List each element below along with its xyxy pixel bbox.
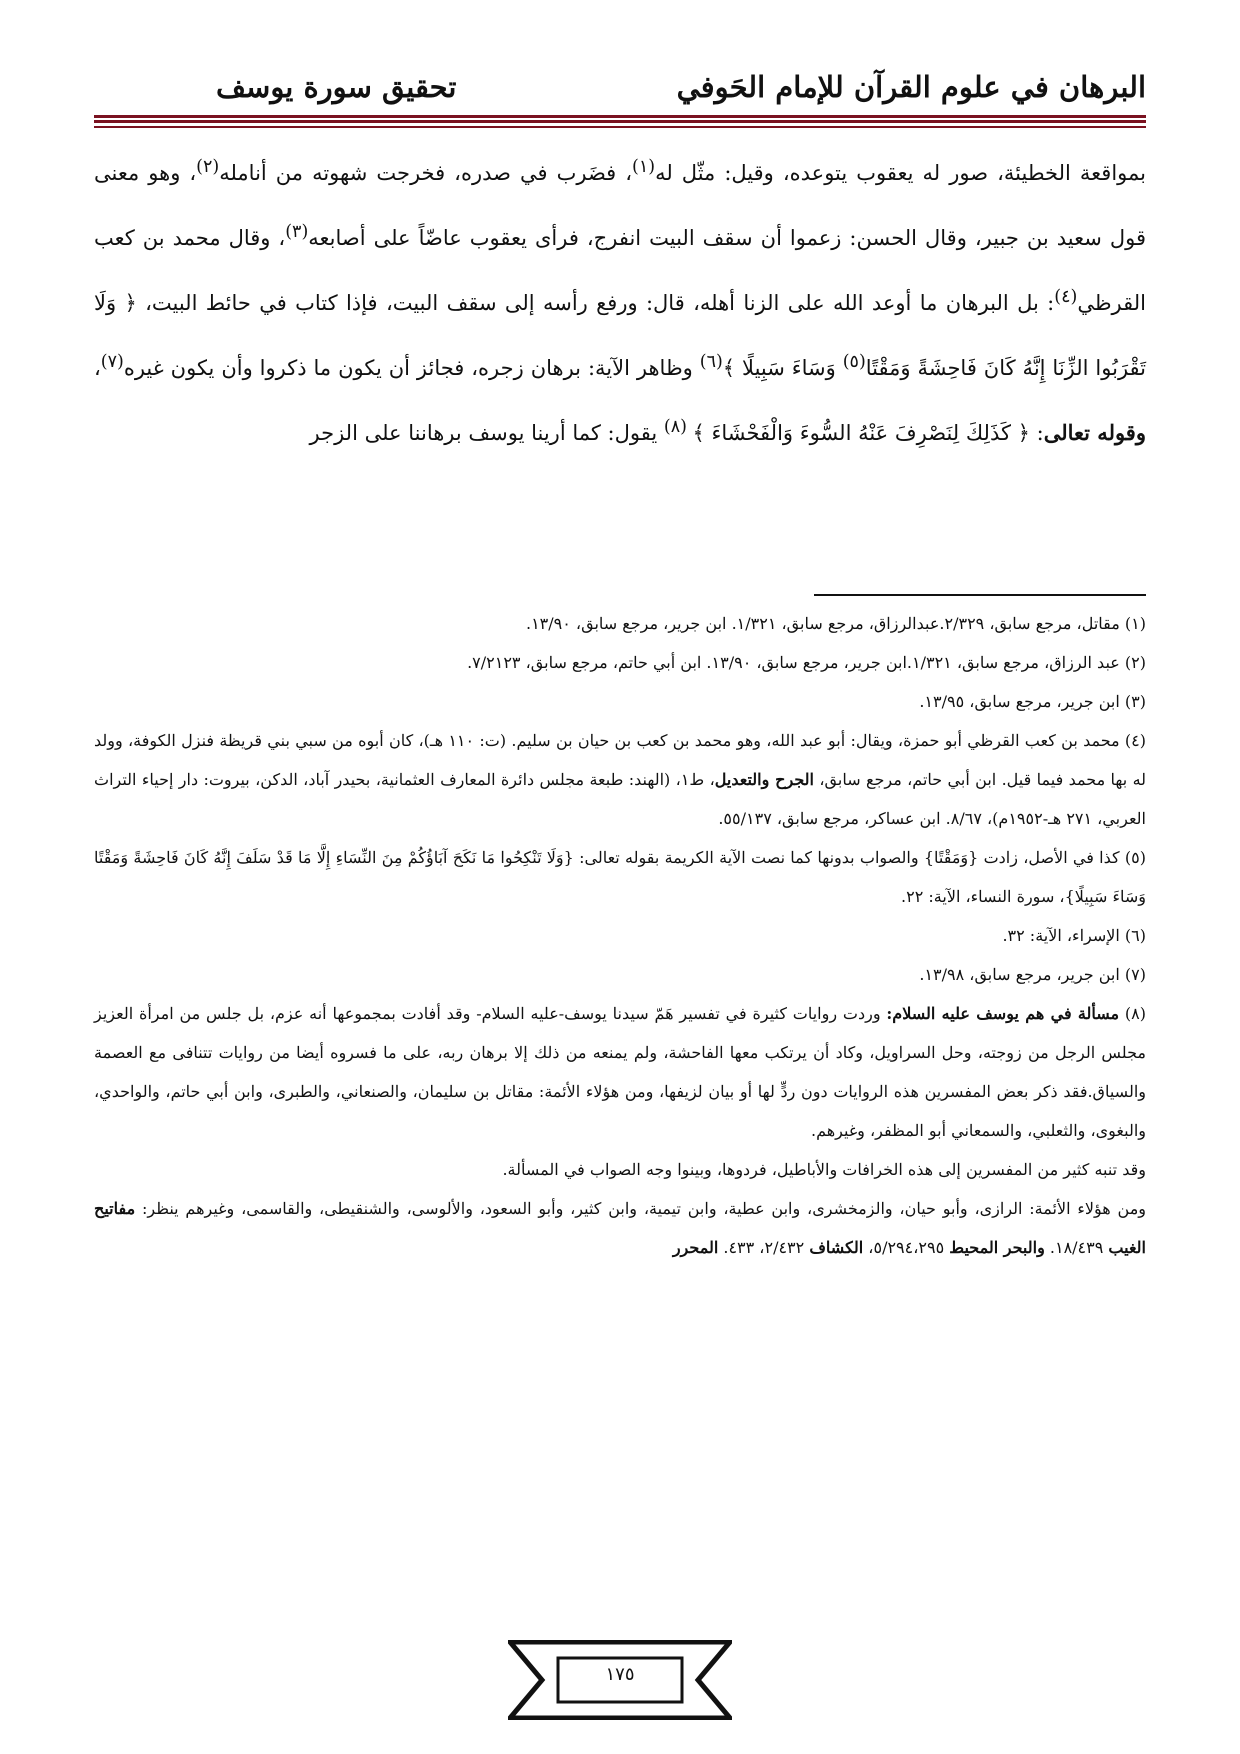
header-rule-middle <box>94 120 1146 123</box>
footnote-8: (٨) مسألة في هم يوسف عليه السلام: وردت روايات كثيرة في تفسير هَمّ سيدنا يوسف-عليه السلام- وقد أفادت بمجموعها أنه عزم، بل جلس من امرأة العزيز مجلس الرجل من زوجته، وحل السراويل، وكاد أن يرتكب معها الفاحشة، ولم يمنعه من ذلك إلا برهان ربه، على ما فسروه أيضا من روايات تتنافى مع العصمة والسياق.فقد ذكر بعض المفسرين هذه الروايات دون ردٍّ لها أو بيان لزيفها، ومن هؤلاء الأئمة: مقاتل بن سليمان، والصنعاني، والطبرى، وابن أبي حاتم، والواحدي، والبغوى، والثعلبي، والسمعاني أبو المظفر، وغيرهم. <box>94 1004 1147 1140</box>
footnotes <box>94 604 1146 1267</box>
footnote-ref: (٢) <box>196 157 220 177</box>
bold-phrase: وقوله تعالى <box>1043 420 1146 445</box>
footnote-6: (٦) الإسراء، الآية: ٣٢. <box>1002 926 1146 945</box>
footnote-ref: (٤) <box>1054 287 1078 307</box>
footnote-8-references: ومن هؤلاء الأئمة: الرازى، وأبو حيان، والزمخشرى، وابن عطية، وابن تيمية، وابن كثير، وأبو السعود، والألوسى، والشنقيطى، والقاسمى، وغيرهم ينظر: مفاتيح الغيب ١٨/٤٣٩. والبحر المحيط ٥/٢٩٤،٢٩٥، الكشاف ٢/٤٣٢، ٤٣٣. المحرر <box>94 1199 1146 1257</box>
section-title: تحقيق سورة يوسف <box>216 70 457 104</box>
page-number: ١٧٥ <box>605 1664 635 1685</box>
main-paragraph: بمواقعة الخطيئة، صور له يعقوب يتوعده، وقيل: مثّل له$^{(١)}$، فضَرب في صدره، فخرجت شهوته من أنامله$^{(٢)}$، وهو معنى قول سعيد بن جبير، وقال الحسن: زعموا أن سقف البيت انفرج، فرأى يعقوب عاضّاً على أصابعه$^{(٣)}$، وقال محمد بن كعب القرظي$^{(٤)}$: بل البرهان ما أوعد الله على الزنا أهله، قال: ورفع رأسه إلى سقف البيت، فإذا كتاب في حائط البيت، ﴿ وَلَا تَقْرَبُوا الزِّنَا إِنَّهُ كَانَ فَاحِشَةً وَمَقْتًا$^{(٥)}$ وَسَاءَ سَبِيلًا ﴾$^{(٦)}$ وظاهر الآية: برهان زجره، فجائز أن يكون ما ذكروا وأن يكون غيره$^{(٧)}$، وقوله تعالى: ﴿ كَذَلِكَ لِنَصْرِفَ عَنْهُ السُّوءَ وَالْفَحْشَاءَ ﴾ $^{(٨)}$ يقول: كما أرينا يوسف برهاننا على الزجر <box>94 157 1147 445</box>
page-header <box>94 70 1146 110</box>
footnote-ref: (٦) <box>699 352 723 372</box>
footnote-2: (٢) عبد الرزاق، مرجع سابق، ١/٣٢١.ابن جرير، مرجع سابق، ١٣/٩٠. ابن أبي حاتم، مرجع سابق، ٧/٢١٢٣. <box>467 653 1146 672</box>
footnote-separator <box>814 594 1146 596</box>
footnote-ref: (٣) <box>285 222 309 242</box>
footnote-ref: (٥) <box>842 352 866 372</box>
page-number-box <box>508 1640 732 1720</box>
footnote-4: (٤) محمد بن كعب القرظي أبو حمزة، ويقال: أبو عبد الله، وهو محمد بن كعب بن حيان بن سليم. (ت: ١١٠ هـ)، كان أبوه من سبي بني قريظة فنزل الكوفة، وولد له بها محمد فيما قيل. ابن أبي حاتم، مرجع سابق، الجرح والتعديل، ط١، (الهند: طبعة مجلس دائرة المعارف العثمانية، بحيدر آباد، الدكن، بيروت: دار إحياء التراث العربي، ٢٧١ هـ-١٩٥٢م)، ٨/٦٧. ابن عساكر، مرجع سابق، ٥٥/١٣٧. <box>94 731 1147 828</box>
header-rule-bottom <box>94 126 1146 128</box>
book-title: البرهان في علوم القرآن للإمام الحَوفي <box>676 70 1146 104</box>
footnote-ref: (١) <box>632 157 656 177</box>
main-text <box>94 138 1146 463</box>
footnote-7: (٧) ابن جرير، مرجع سابق، ١٣/٩٨. <box>919 965 1146 984</box>
footnote-5: (٥) كذا في الأصل، زادت {وَمَقْتًا} والصواب بدونها كما نصت الآية الكريمة بقوله تعالى: {وَلَا تَنْكِحُوا مَا نَكَحَ آبَاؤُكُمْ مِنَ النِّسَاءِ إِلَّا مَا قَدْ سَلَفَ إِنَّهُ كَانَ فَاحِشَةً وَمَقْتًا وَسَاءَ سَبِيلًا}، سورة النساء، الآية: ٢٢. <box>94 848 1146 906</box>
footnote-8-continued: وقد تنبه كثير من المفسرين إلى هذه الخرافات والأباطيل، فردوها، وبينوا وجه الصواب في المسألة. <box>502 1160 1146 1179</box>
header-rule-top <box>94 115 1146 118</box>
footnote-1: (١) مقاتل، مرجع سابق، ٢/٣٢٩.عبدالرزاق، مرجع سابق، ١/٣٢١. ابن جرير، مرجع سابق، ١٣/٩٠. <box>525 614 1146 633</box>
footnote-3: (٣) ابن جرير، مرجع سابق، ١٣/٩٥. <box>919 692 1146 711</box>
footnote-ref: (٧) <box>100 352 124 372</box>
footnote-ref: (٨) <box>663 417 693 437</box>
